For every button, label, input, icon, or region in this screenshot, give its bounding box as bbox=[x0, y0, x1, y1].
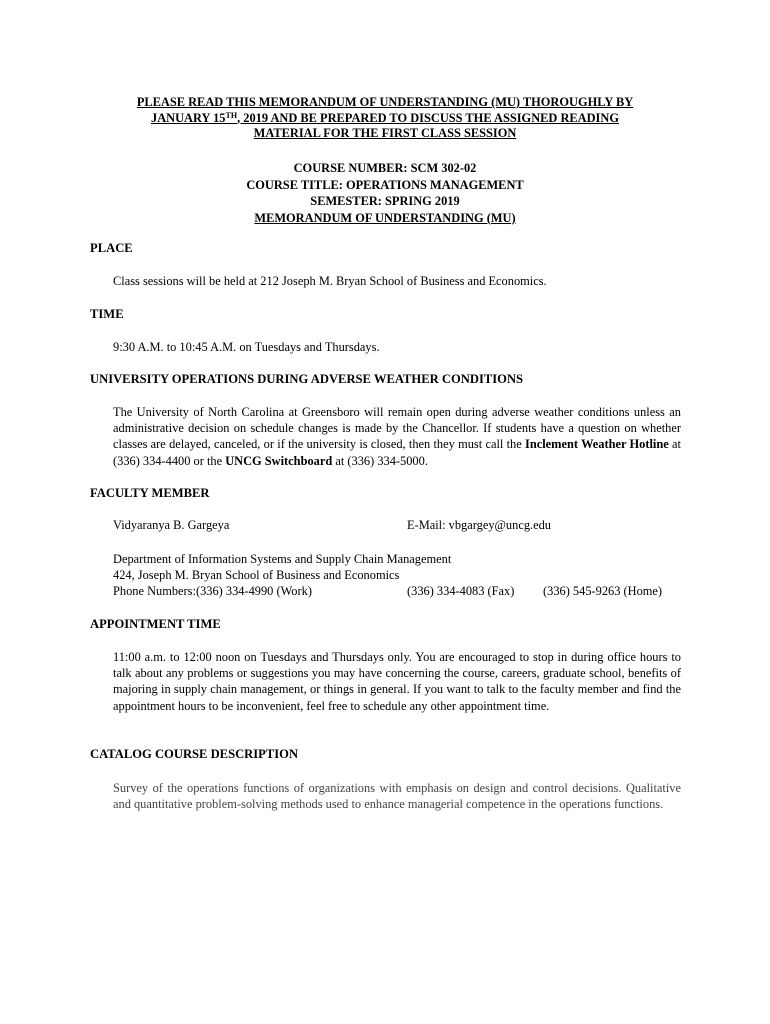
phone-fax: (336) 334-4083 (Fax) bbox=[407, 584, 515, 598]
place-text: Class sessions will be held at 212 Joseph M. Bryan School of Business and Economics. bbox=[113, 274, 547, 288]
faculty-department: Department of Information Systems and Supply Chain Management bbox=[113, 552, 452, 566]
weather-heading: UNIVERSITY OPERATIONS DURING ADVERSE WEATHER CONDITIONS bbox=[90, 372, 524, 386]
course-number: COURSE NUMBER: SCM 302-02 bbox=[293, 161, 477, 175]
weather-text-part-1: The University of North Carolina at Greensboro will remain open during adverse weather conditions unless an administrative decision on schedule changes is made by the Chancellor. If students have a question on whether classes are delayed, canceled, or if the university is closed, then they must call the bbox=[113, 405, 681, 452]
phone-home: (336) 545-9263 (Home) bbox=[543, 584, 663, 598]
reading-notice bbox=[60, 95, 710, 142]
appointment-text: 11:00 a.m. to 12:00 noon on Tuesdays and Thursdays only. You are encouraged to stop in during office hours to talk about any problems or suggestions you may have concerning the course, careers, graduate school, benefits of majoring in supply chain management, or things in general. If you want to talk to the faculty member and find the appointment hours to be inconvenient, feel free to schedule any other appointment time. bbox=[113, 650, 681, 713]
notice-line-2 bbox=[60, 111, 710, 127]
course-title: COURSE TITLE: OPERATIONS MANAGEMENT bbox=[246, 177, 524, 192]
phone-work: Phone Numbers:(336) 334-4990 (Work) bbox=[113, 584, 312, 598]
weather-hotline: Inclement Weather Hotline bbox=[525, 437, 669, 452]
notice-date-suffix: TH bbox=[225, 110, 238, 120]
mu-title: MEMORANDUM OF UNDERSTANDING (MU) bbox=[254, 210, 516, 225]
catalog-heading: CATALOG COURSE DESCRIPTION bbox=[90, 747, 299, 761]
weather-switchboard: UNCG Switchboard bbox=[225, 453, 333, 468]
catalog-text: Survey of the operations functions of organizations with emphasis on design and control decisions. Qualitative and quantitative problem-solving methods used to enhance managerial competence in the operations functions. bbox=[113, 781, 681, 812]
faculty-office: 424, Joseph M. Bryan School of Business and Economics bbox=[113, 568, 400, 582]
faculty-name: Vidyaranya B. Gargeya bbox=[113, 518, 230, 532]
time-text: 9:30 A.M. to 10:45 A.M. on Tuesdays and Thursdays. bbox=[113, 340, 380, 354]
notice-line-3: MATERIAL FOR THE FIRST CLASS SESSION bbox=[253, 126, 517, 140]
time-heading: TIME bbox=[90, 307, 124, 321]
notice-line-2-rest: , 2019 AND BE PREPARED TO DISCUSS THE ASSIGNED READING bbox=[237, 110, 619, 125]
weather-text-part-2: at (336) 334-4400 or the bbox=[113, 437, 681, 468]
faculty-email: E-Mail: vbgargey@uncg.edu bbox=[407, 518, 551, 532]
notice-date: JANUARY 15 bbox=[151, 110, 226, 125]
notice-line-1: PLEASE READ THIS MEMORANDUM OF UNDERSTANDING (MU) THOROUGHLY BY bbox=[136, 95, 634, 109]
weather-text bbox=[113, 404, 681, 469]
place-heading: PLACE bbox=[90, 241, 133, 255]
faculty-heading: FACULTY MEMBER bbox=[90, 486, 210, 500]
appointment-heading: APPOINTMENT TIME bbox=[90, 617, 221, 631]
weather-text-part-3: at (336) 334-5000. bbox=[332, 453, 428, 468]
course-semester: SEMESTER: SPRING 2019 bbox=[310, 194, 460, 209]
course-info bbox=[60, 160, 710, 226]
